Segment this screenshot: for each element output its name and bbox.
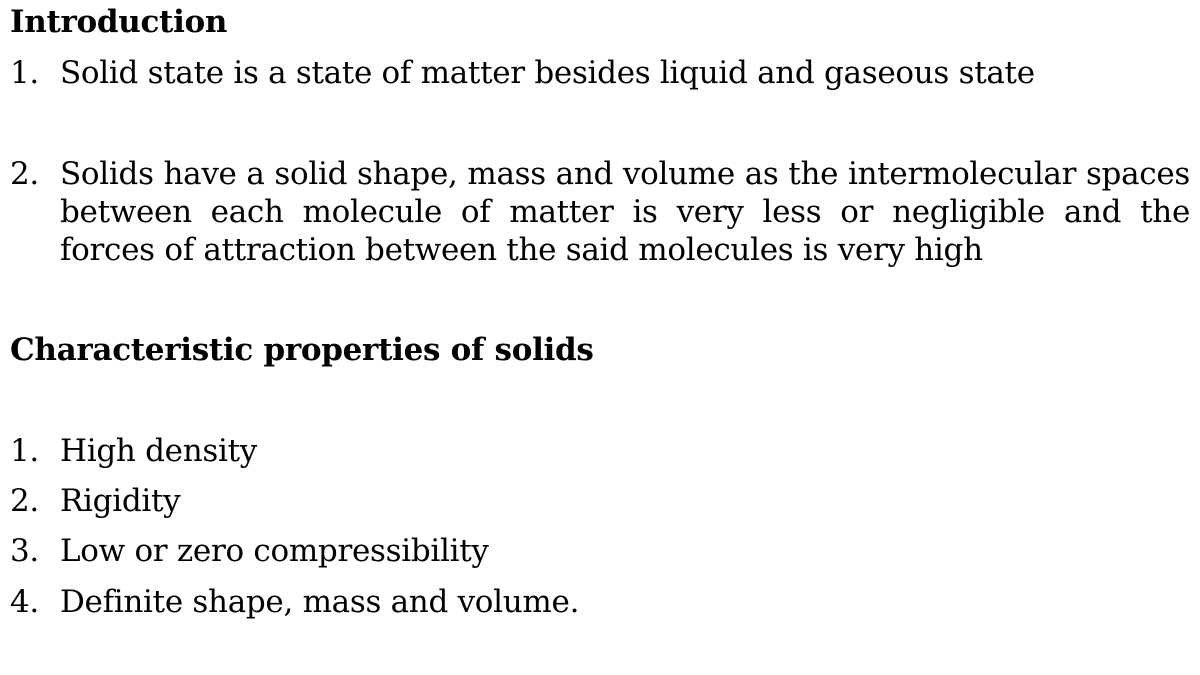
list-text: Solid state is a state of matter besides liquid and gaseous state (60, 55, 1035, 91)
list-number: 1. (10, 55, 39, 91)
list-number: 2. (10, 156, 39, 192)
list-text: Definite shape, mass and volume. (60, 584, 580, 620)
list-text: Solids have a solid shape, mass and volume as the intermolecular spaces between each molecule of matter is very less or negligible and the forces of attraction between the said molecules is very high (60, 156, 1190, 268)
properties-list-item (10, 532, 1190, 570)
list-text: High density (60, 433, 257, 469)
list-text: Low or zero compressibility (60, 533, 489, 569)
properties-list-item (10, 583, 1190, 621)
intro-heading: Introduction (10, 4, 228, 40)
properties-list-item (10, 482, 1190, 520)
properties-heading: Characteristic properties of solids (10, 332, 594, 368)
properties-list-item (10, 432, 1190, 470)
list-number: 3. (10, 533, 39, 569)
list-number: 4. (10, 584, 39, 620)
list-number: 2. (10, 483, 39, 519)
intro-list-item (10, 155, 1190, 269)
list-number: 1. (10, 433, 39, 469)
list-text: Rigidity (60, 483, 181, 519)
intro-list-item (10, 54, 1190, 92)
